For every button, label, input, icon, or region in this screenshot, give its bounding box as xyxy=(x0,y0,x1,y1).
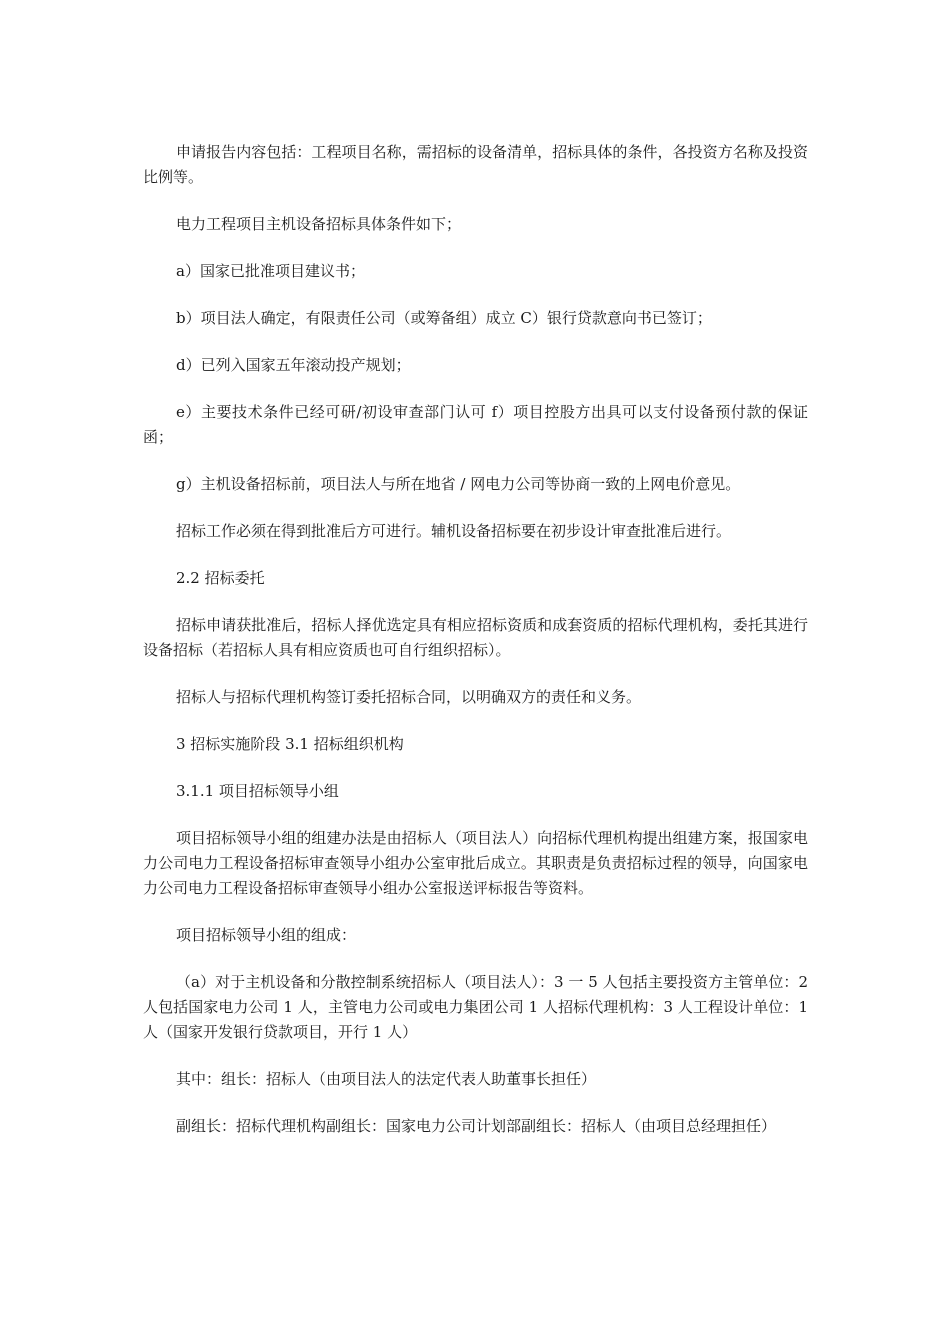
paragraph-application-content: 申请报告内容包括：工程项目名称，需招标的设备清单，招标具体的条件，各投资方名称及投资比例等。 xyxy=(143,143,808,186)
paragraph-group-composition: 项目招标领导小组的组成： xyxy=(176,926,357,944)
list-item-d: d）已列入国家五年滚动投产规划； xyxy=(176,356,411,374)
list-item-e-f: e）主要技术条件已经可研/初设审查部门认可 f）项目控股方出具可以支付设备预付款的保证函； xyxy=(143,403,808,446)
paragraph-group-leader: 其中：组长：招标人（由项目法人的法定代表人助董事长担任） xyxy=(176,1070,597,1088)
list-item-g: g）主机设备招标前，项目法人与所在地省 / 网电力公司等协商一致的上网电价意见。 xyxy=(176,475,741,493)
section-heading-3-1: 3 招标实施阶段 3.1 招标组织机构 xyxy=(176,735,404,753)
section-heading-2-2: 2.2 招标委托 xyxy=(176,569,265,587)
list-item-composition-a: （a）对于主机设备和分散控制系统招标人（项目法人）：3 一 5 人包括主要投资方主管单位：2 人包括国家电力公司 1 人，主管电力公司或电力集团公司 1 人招标代理机构：3 人工程设计单位：1 人（国家开发银行贷款项目，开行 1 人） xyxy=(143,973,808,1041)
paragraph-leadership-group: 项目招标领导小组的组建办法是由招标人（项目法人）向招标代理机构提出组建方案，报国家电力公司电力工程设备招标审查领导小组办公室审批后成立。其职责是负责招标过程的领导，向国家电力公司电力工程设备招标审查领导小组办公室报送评标报告等资料。 xyxy=(143,829,808,897)
list-item-a: a）国家已批准项目建议书； xyxy=(176,262,365,280)
paragraph-contract: 招标人与招标代理机构签订委托招标合同，以明确双方的责任和义务。 xyxy=(176,688,642,706)
paragraph-conditions-intro: 电力工程项目主机设备招标具体条件如下； xyxy=(176,215,462,233)
paragraph-approval-note: 招标工作必须在得到批准后方可进行。辅机设备招标要在初步设计审查批准后进行。 xyxy=(176,522,732,540)
document-page xyxy=(143,140,808,1161)
paragraph-deputy-leaders: 副组长：招标代理机构副组长：国家电力公司计划部副组长：招标人（由项目总经理担任） xyxy=(176,1117,777,1135)
paragraph-delegation: 招标申请获批准后，招标人择优选定具有相应招标资质和成套资质的招标代理机构，委托其进行设备招标（若招标人具有相应资质也可自行组织招标）。 xyxy=(143,616,808,659)
section-heading-3-1-1: 3.1.1 项目招标领导小组 xyxy=(176,782,339,800)
list-item-b-c: b）项目法人确定，有限责任公司（或筹备组）成立 C）银行贷款意向书已签订； xyxy=(176,309,712,327)
